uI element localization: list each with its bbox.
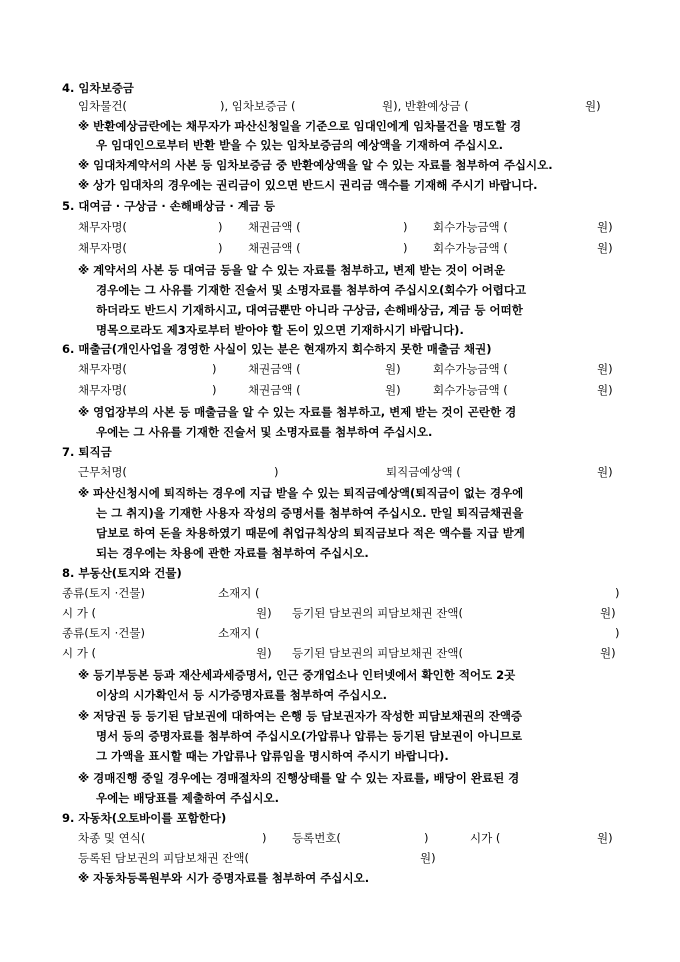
note: ※ 상가 임대차의 경우에는 권리금이 있으면 반드시 권리금 액수를 기재해 주시기 바랍니다. bbox=[78, 178, 538, 192]
won-unit: 원) bbox=[597, 383, 613, 397]
vehicle-type-label: 차종 및 연식( bbox=[78, 831, 146, 845]
paren: ) bbox=[403, 241, 408, 255]
won-unit: 원) bbox=[597, 362, 613, 376]
note: ※ 등기부등본 등과 재산세과세증명서, 인근 중개업소나 인터넷에서 확인한 적어도 2곳 bbox=[78, 668, 516, 682]
secured-claim-label: 등기된 담보권의 피담보채권 잔액( bbox=[292, 606, 463, 620]
won-unit: 원) bbox=[597, 241, 613, 255]
return-expected-label: 원), 반환예상금 ( bbox=[382, 99, 469, 113]
note: 이상의 시가확인서 등 시가증명자료를 첨부하여 주십시오. bbox=[96, 688, 388, 702]
note: ※ 반환예상금란에는 채무자가 파산신청일을 기준으로 임대인에게 임차물건을 명도할 경 bbox=[78, 119, 522, 133]
section-9-title: 9. 자동차(오토바이를 포함한다) bbox=[62, 811, 227, 825]
note: 경우에는 그 사유를 기재한 진술서 및 소명자료를 첨부하여 주십시오(회수가 어렵다고 bbox=[96, 283, 527, 297]
kind-label: 종류(토지 ·건물) bbox=[62, 626, 145, 640]
won-unit: 원) bbox=[256, 606, 272, 620]
paren: ) bbox=[615, 586, 620, 600]
note: ※ 임대차계약서의 사본 등 임차보증금 중 반환예상액을 알 수 있는 자료를 첨부하여 주십시오. bbox=[78, 158, 553, 172]
note: ※ 경매진행 중일 경우에는 경매절차의 진행상태를 알 수 있는 자료를, 배당이 완료된 경 bbox=[78, 771, 520, 785]
won-unit: 원) bbox=[597, 220, 613, 234]
section-7-title: 7. 퇴직금 bbox=[62, 445, 112, 459]
debtor-name-label: 채무자명( bbox=[78, 241, 127, 255]
note: 는 그 취지)을 기재한 사용자 작성의 증명서를 첨부하여 주십시오. 만일 퇴직금채권을 bbox=[96, 506, 524, 520]
recoverable-label: 회수가능금액 ( bbox=[433, 362, 508, 376]
paren: ) bbox=[615, 626, 620, 640]
paren: ) bbox=[424, 831, 429, 845]
note: 명목으로라도 제3자로부터 받아야 할 돈이 있으면 기재하시기 바랍니다). bbox=[96, 323, 464, 337]
note: 담보로 하여 돈을 차용하였기 때문에 취업규칙상의 퇴직금보다 적은 액수를 지급 받게 bbox=[96, 526, 525, 540]
section-4-title: 4. 임차보증금 bbox=[62, 81, 134, 95]
won-unit: 원) bbox=[256, 646, 272, 660]
note: 하더라도 반드시 기재하시고, 대여금뿐만 아니라 구상금, 손해배상금, 계금 등 어떠한 bbox=[96, 303, 523, 317]
note: 그 가액을 표시할 때는 가압류나 압류임을 명시하여 주시기 바랍니다). bbox=[96, 749, 449, 763]
won-unit: 원) bbox=[585, 99, 601, 113]
registration-label: 등록번호( bbox=[292, 831, 341, 845]
kind-label: 종류(토지 ·건물) bbox=[62, 586, 145, 600]
claim-amount-label: 채권금액 ( bbox=[248, 383, 301, 397]
note: ※ 자동차등록원부와 시가 증명자료를 첨부하여 주십시오. bbox=[78, 871, 370, 885]
location-label: 소재지 ( bbox=[218, 626, 260, 640]
paren: ) bbox=[262, 831, 267, 845]
note: ※ 파산신청시에 퇴직하는 경우에 지급 받을 수 있는 퇴직금예상액(퇴직금이 없는 경우에 bbox=[78, 486, 524, 500]
note: 우에는 배당표를 제출하여 주십시오. bbox=[96, 791, 280, 805]
debtor-name-label: 채무자명( bbox=[78, 220, 127, 234]
note: ※ 저당권 등 등기된 담보권에 대하여는 은행 등 담보권자가 작성한 피담보채권의 잔액증 bbox=[78, 709, 523, 723]
market-price-label: 시 가 ( bbox=[62, 606, 97, 620]
secured-claim-label: 등기된 담보권의 피담보채권 잔액( bbox=[292, 646, 463, 660]
note: 우 임대인으로부터 반환 받을 수 있는 임차보증금의 예상액을 기재하여 주십시오. bbox=[96, 138, 503, 152]
section-6-title: 6. 매출금(개인사업을 경영한 사실이 있는 분은 현재까지 회수하지 못한 매출금 채권) bbox=[62, 342, 492, 356]
note: ※ 계약서의 사본 등 대여금 등을 알 수 있는 자료를 첨부하고, 변제 받는 것이 어려운 bbox=[78, 263, 506, 277]
debtor-name-label: 채무자명( bbox=[78, 362, 127, 376]
workplace-label: 근무처명( bbox=[78, 465, 127, 479]
paren: ) bbox=[274, 465, 279, 479]
paren: ) bbox=[403, 220, 408, 234]
recoverable-label: 회수가능금액 ( bbox=[433, 383, 508, 397]
paren: ) bbox=[218, 241, 223, 255]
section-5-title: 5. 대여금 · 구상금 · 손해배상금 · 계금 등 bbox=[62, 199, 276, 213]
paren: ) bbox=[212, 383, 217, 397]
paren: ) bbox=[212, 362, 217, 376]
won-unit: 원) bbox=[385, 383, 401, 397]
won-unit: 원) bbox=[385, 362, 401, 376]
lease-deposit-label: ), 임차보증금 ( bbox=[220, 99, 296, 113]
note: ※ 영업장부의 사본 등 매출금을 알 수 있는 자료를 첨부하고, 변제 받는 것이 곤란한 경 bbox=[78, 405, 517, 419]
recoverable-label: 회수가능금액 ( bbox=[433, 241, 508, 255]
paren: ) bbox=[218, 220, 223, 234]
debtor-name-label: 채무자명( bbox=[78, 383, 127, 397]
won-unit: 원) bbox=[420, 851, 436, 865]
note: 명서 등의 증명자료를 첨부하여 주십시오(가압류나 압류는 등기된 담보권이 아니므로 bbox=[96, 729, 523, 743]
location-label: 소재지 ( bbox=[218, 586, 260, 600]
lease-object-label: 임차물건( bbox=[78, 99, 127, 113]
claim-amount-label: 채권금액 ( bbox=[248, 362, 301, 376]
section-8-title: 8. 부동산(토지와 건물) bbox=[62, 566, 182, 580]
won-unit: 원) bbox=[597, 831, 613, 845]
vehicle-price-label: 시가 ( bbox=[470, 831, 501, 845]
note: 되는 경우에는 차용에 관한 자료를 첨부하여 주십시오. bbox=[96, 546, 369, 560]
won-unit: 원) bbox=[600, 646, 616, 660]
won-unit: 원) bbox=[600, 606, 616, 620]
note: 우에는 그 사유를 기재한 진술서 및 소명자료를 첨부하여 주십시오. bbox=[96, 425, 433, 439]
severance-expected-label: 퇴직금예상액 ( bbox=[386, 465, 461, 479]
recoverable-label: 회수가능금액 ( bbox=[433, 220, 508, 234]
claim-amount-label: 채권금액 ( bbox=[248, 220, 301, 234]
claim-amount-label: 채권금액 ( bbox=[248, 241, 301, 255]
vehicle-secured-label: 등록된 담보권의 피담보채권 잔액( bbox=[78, 851, 249, 865]
market-price-label: 시 가 ( bbox=[62, 646, 97, 660]
won-unit: 원) bbox=[597, 465, 613, 479]
